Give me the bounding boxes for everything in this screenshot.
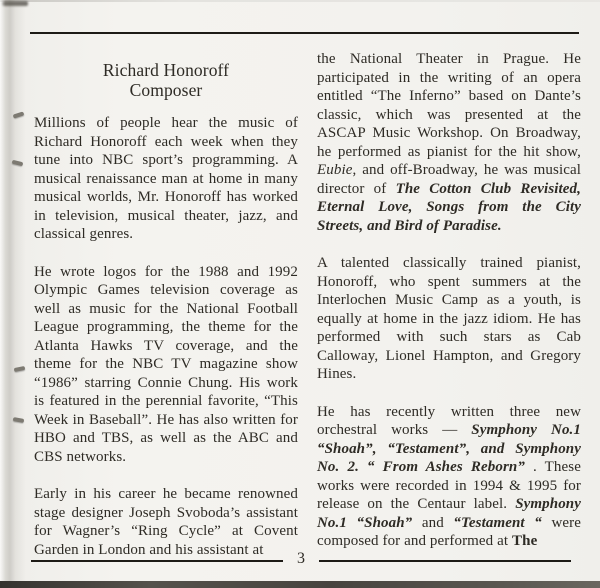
paragraph bbox=[317, 50, 581, 235]
emphasized-text-run: The bbox=[512, 533, 538, 549]
scan-bottom-edge bbox=[0, 581, 600, 588]
column-right bbox=[317, 50, 581, 578]
text-run: Early in his career he became renowned stage designer Joseph Svoboda’s assistant for Wagner’s “Ring Cycle” at Covent Garden in London and his assistant at bbox=[34, 486, 298, 558]
scan-top-edge bbox=[0, 0, 600, 2]
paragraph bbox=[317, 254, 581, 384]
paragraph bbox=[34, 485, 298, 559]
text-run: . These works were recorded in 1994 & 1995 for release on the Centaur label. bbox=[317, 459, 581, 512]
emphasized-text-run: The Cotton Club Revisited, Eternal Love, Songs from the City Streets, and Bird of Paradise. bbox=[317, 180, 581, 234]
page-footer bbox=[31, 549, 571, 573]
paragraph bbox=[34, 114, 298, 244]
emphasized-text-run: Symphony No.1 “Shoah” bbox=[317, 496, 581, 531]
text-run: A talented classically trained pianist, Honoroff, who spent summers at the Interlochen Music Camp as a youth, is equally at home in the jazz idiom. He has performed with such stars as Cab Calloway, Lionel Hampton, and Gregory Hines. bbox=[317, 255, 581, 382]
composer-name: Richard Honoroff bbox=[102, 60, 230, 80]
text-run: , and off-Broadway, he was musical director of bbox=[317, 162, 581, 197]
emphasized-text-run: Eubie bbox=[317, 162, 353, 178]
booklet-fold-shadow bbox=[0, 0, 26, 588]
emphasized-text-run: “Testament “ bbox=[453, 514, 542, 531]
page-title bbox=[34, 60, 298, 100]
column-left bbox=[34, 50, 298, 578]
text-columns bbox=[34, 50, 581, 578]
footer-rule-right bbox=[319, 560, 571, 562]
text-run: He wrote logos for the 1988 and 1992 Olympic Games television coverage as well as music for the National Football League programming, the theme for the Atlanta Hawks TV coverage, and the theme for the NBC TV magazine show “1986” starring Connie Chung. His work is featured in the perennial favorite, “This Week in Baseball”. He has also written for HBO and TBS, as well as the ABC and CBS networks. bbox=[34, 263, 298, 465]
footer-rule-left bbox=[31, 560, 283, 562]
paragraphs-left bbox=[34, 114, 298, 559]
text-run: the National Theater in Prague. He participated in the writing of an opera entitled “The Inferno” based on Dante’s classic, which was presented at the ASCAP Music Workshop. On Broadway, he performed as pianist for the hit show, bbox=[317, 51, 581, 160]
text-run: were composed for and performed at bbox=[317, 514, 581, 549]
composer-role: Composer bbox=[129, 80, 203, 100]
text-run: and bbox=[412, 514, 454, 531]
paragraph bbox=[317, 403, 581, 551]
paragraphs-right bbox=[317, 50, 581, 551]
emphasized-text-run: Symphony No.1 “Shoah”, “Testament”, and Symphony No. 2. “ From Ashes Reborn” bbox=[317, 422, 581, 475]
page-number: 3 bbox=[297, 550, 305, 567]
top-rule bbox=[30, 32, 579, 34]
text-run: Millions of people hear the music of Richard Honoroff each week when they tune into NBC sport’s programming. A musical renaissance man at home in many musical worlds, Mr. Honoroff has worked in television, musical theater, jazz, and classical genres. bbox=[34, 115, 298, 242]
text-run: He has recently written three new orchestral works — bbox=[317, 403, 581, 438]
paragraph bbox=[34, 263, 298, 467]
